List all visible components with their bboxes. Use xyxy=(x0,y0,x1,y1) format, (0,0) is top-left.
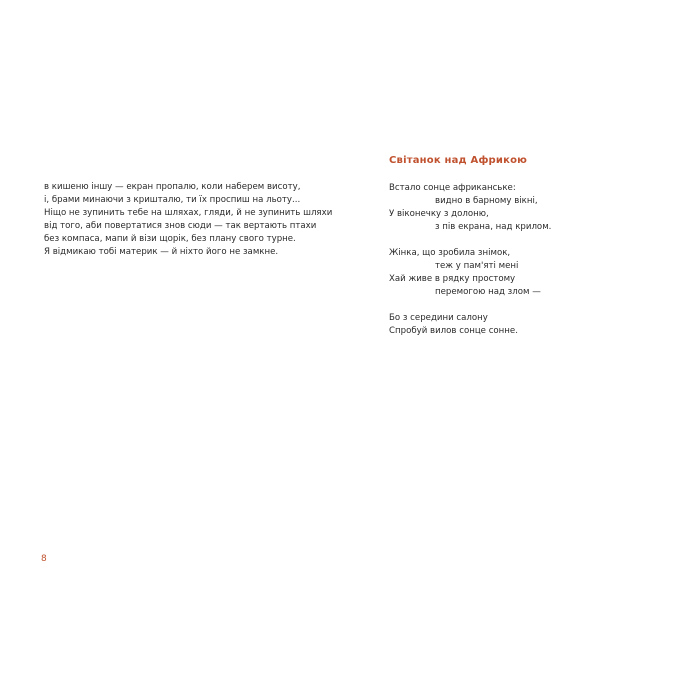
verse-line: без компаса, мапи й візи щорік, без плану свого турне. xyxy=(44,234,296,244)
verse-line-indented: теж у пам'яті мені xyxy=(435,261,519,271)
verse-line: Встало сонце африканське: xyxy=(389,183,516,193)
page-number: 8 xyxy=(41,554,47,564)
verse-line: в кишеню іншу — екран пропалю, коли наберем висоту, xyxy=(44,182,301,192)
verse-line: У віконечку з долоню, xyxy=(389,209,489,219)
stanza xyxy=(389,312,679,338)
verse-line-indented: перемогою над злом — xyxy=(435,287,541,297)
stanza xyxy=(389,182,679,234)
verse-line: Хай живе в рядку простому xyxy=(389,274,516,284)
verse-line: Спробуй вилов сонце сонне. xyxy=(389,326,518,336)
verse-line: Жінка, що зробила знімок, xyxy=(389,248,511,258)
right-page-text xyxy=(389,154,679,351)
verse-line: від того, аби повертатися знов сюди — так вертають птахи xyxy=(44,221,317,231)
verse-line: Бо з середини салону xyxy=(389,313,488,323)
verse-line: Ніщо не зупинить тебе на шляхах, гляди, й не зупинить шляхи xyxy=(44,208,333,218)
left-page-text xyxy=(44,181,344,259)
stanza xyxy=(389,247,679,299)
verse-line-indented: видно в барному вікні, xyxy=(435,196,538,206)
poem-title: Світанок над Африкою xyxy=(389,155,528,166)
verse-line: і, брами минаючи з кришталю, ти їх проспиш на льоту... xyxy=(44,195,301,205)
verse-line: Я відмикаю тобі материк — й ніхто його не замкне. xyxy=(44,247,279,257)
verse-line-indented: з пів екрана, над крилом. xyxy=(435,222,552,232)
